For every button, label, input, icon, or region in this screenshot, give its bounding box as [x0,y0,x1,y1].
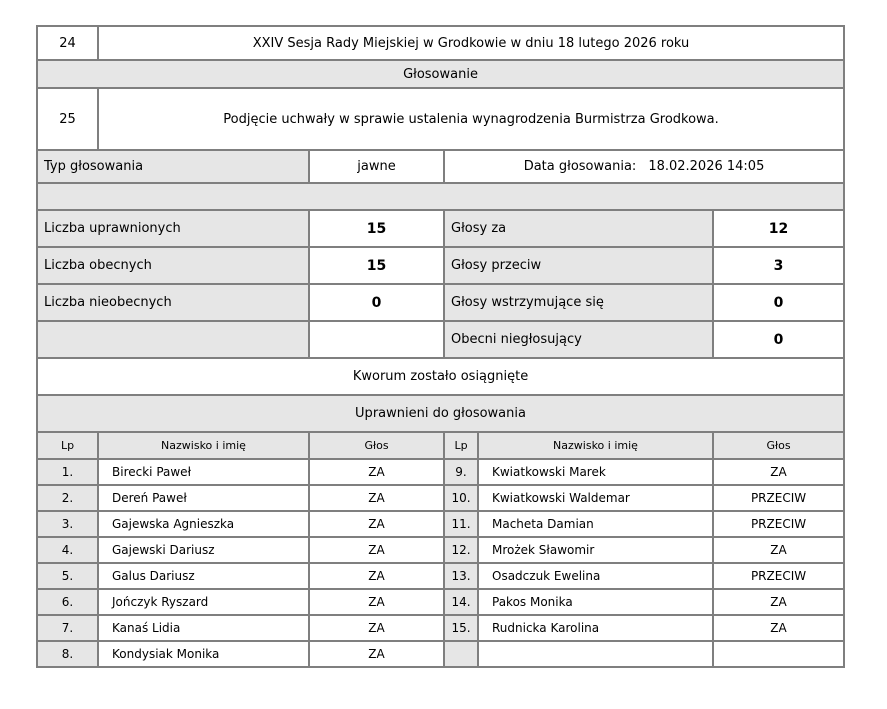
voting-type-value: jawne [309,150,444,183]
voter-name: Gajewski Dariusz [98,537,309,563]
voter-name: Pakos Monika [478,589,713,615]
voter-vote: ZA [713,589,844,615]
voter-lp: 10. [444,485,478,511]
voter-lp: 11. [444,511,478,537]
voter-row [37,537,844,563]
voters-header-row [37,432,844,459]
voter-lp: 13. [444,563,478,589]
voter-lp: 14. [444,589,478,615]
stat-value-present: 15 [309,247,444,284]
voter-vote: ZA [713,615,844,641]
voter-vote: ZA [309,459,444,485]
voting-protocol-document [36,25,845,668]
stat-label-eligible: Liczba uprawnionych [37,210,309,247]
voter-lp: 6. [37,589,98,615]
voter-row [37,485,844,511]
voter-name: Kondysiak Monika [98,641,309,667]
agenda-item-title: Podjęcie uchwały w sprawie ustalenia wynagrodzenia Burmistrza Grodkowa. [98,88,844,150]
stat-value-votes-for: 12 [713,210,844,247]
voter-name: Mrożek Sławomir [478,537,713,563]
voter-vote: ZA [309,537,444,563]
col-header-vote: Głos [713,432,844,459]
stats-row [37,321,844,358]
stat-value-empty [309,321,444,358]
voter-lp: 8. [37,641,98,667]
voter-row [37,511,844,537]
col-header-vote: Głos [309,432,444,459]
session-title: XXIV Sesja Rady Miejskiej w Grodkowie w dniu 18 lutego 2026 roku [98,26,844,60]
stat-label-abstain: Głosy wstrzymujące się [444,284,713,321]
voter-vote-empty [713,641,844,667]
quorum-text: Kworum zostało osiągnięte [37,358,844,395]
voter-name: Rudnicka Karolina [478,615,713,641]
stats-row [37,284,844,321]
voter-name: Birecki Paweł [98,459,309,485]
voting-section-label: Głosowanie [37,60,844,88]
stat-value-eligible: 15 [309,210,444,247]
stat-label-present: Liczba obecnych [37,247,309,284]
voting-date-value: 18.02.2026 14:05 [648,159,765,174]
voter-lp-empty [444,641,478,667]
voter-vote: ZA [713,459,844,485]
voter-vote: ZA [309,485,444,511]
stat-label-votes-for: Głosy za [444,210,713,247]
spacer-cell [37,183,844,210]
voter-lp: 3. [37,511,98,537]
col-header-lp: Lp [37,432,98,459]
stat-label-present-not-voting: Obecni niegłosujący [444,321,713,358]
voter-vote: ZA [309,641,444,667]
stats-row [37,210,844,247]
voter-name: Gajewska Agnieszka [98,511,309,537]
voter-name: Dereń Paweł [98,485,309,511]
stat-label-votes-against: Głosy przeciw [444,247,713,284]
voter-name: Kwiatkowski Marek [478,459,713,485]
session-row [37,26,844,60]
voter-name-empty [478,641,713,667]
voting-section-row [37,60,844,88]
voter-lp: 7. [37,615,98,641]
voting-type-row [37,150,844,183]
voter-row [37,563,844,589]
voter-lp: 2. [37,485,98,511]
voter-name: Kanaś Lidia [98,615,309,641]
session-number: 24 [37,26,98,60]
eligible-text: Uprawnieni do głosowania [37,395,844,432]
col-header-name: Nazwisko i imię [98,432,309,459]
voter-name: Galus Dariusz [98,563,309,589]
voter-vote: ZA [309,563,444,589]
stat-value-absent: 0 [309,284,444,321]
voter-name: Jończyk Ryszard [98,589,309,615]
voter-vote: PRZECIW [713,511,844,537]
voter-row [37,459,844,485]
voter-row [37,615,844,641]
voter-lp: 5. [37,563,98,589]
voting-date-label: Data głosowania: [523,159,637,174]
eligible-row [37,395,844,432]
voting-protocol-table [36,25,845,668]
voting-type-label: Typ głosowania [37,150,309,183]
voter-vote: PRZECIW [713,485,844,511]
voter-row [37,589,844,615]
col-header-name: Nazwisko i imię [478,432,713,459]
voter-lp: 4. [37,537,98,563]
voter-vote: ZA [309,589,444,615]
quorum-row [37,358,844,395]
stat-value-present-not-voting: 0 [713,321,844,358]
voting-date-cell [444,150,844,183]
voter-vote: ZA [713,537,844,563]
voter-name: Kwiatkowski Waldemar [478,485,713,511]
voter-lp: 12. [444,537,478,563]
spacer-row [37,183,844,210]
voter-vote: ZA [309,511,444,537]
col-header-lp: Lp [444,432,478,459]
agenda-item-row [37,88,844,150]
voter-vote: PRZECIW [713,563,844,589]
stats-row [37,247,844,284]
stat-value-votes-against: 3 [713,247,844,284]
voter-lp: 15. [444,615,478,641]
voter-lp: 9. [444,459,478,485]
stat-value-abstain: 0 [713,284,844,321]
stat-label-empty [37,321,309,358]
stat-label-absent: Liczba nieobecnych [37,284,309,321]
voter-name: Macheta Damian [478,511,713,537]
voter-vote: ZA [309,615,444,641]
voter-row [37,641,844,667]
voter-name: Osadczuk Ewelina [478,563,713,589]
voter-lp: 1. [37,459,98,485]
agenda-item-number: 25 [37,88,98,150]
